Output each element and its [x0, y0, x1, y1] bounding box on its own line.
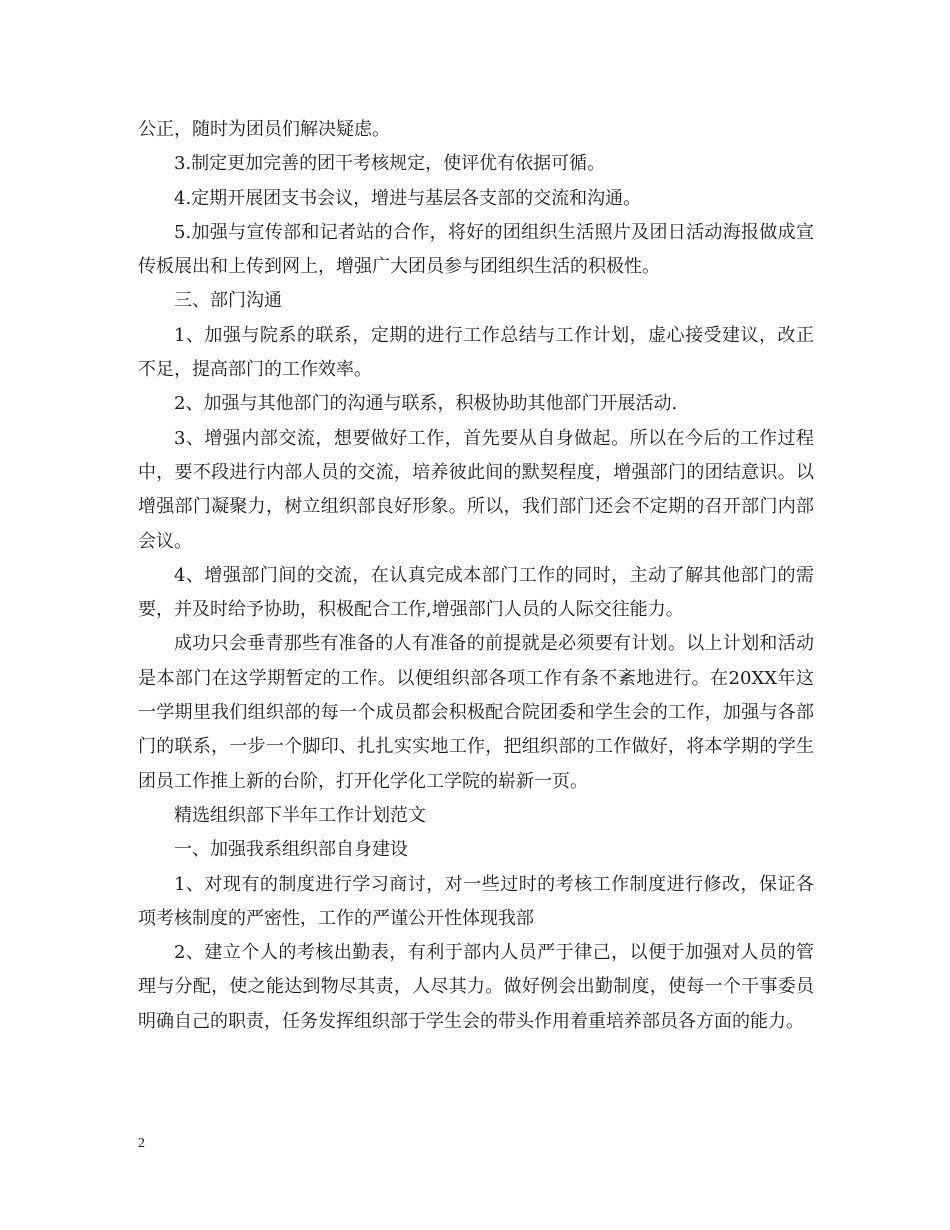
paragraph: 2、建立个人的考核出勤表，有利于部内人员严于律己，以便于加强对人员的管理与分配，使之能达到物尽其责，人尽其力。做好例会出勤制度，使每一个干事委员明确自己的职责，任务发挥组织部于学生会的带头作用着重培养部员各方面的能力。 — [138, 942, 814, 1032]
paragraph: 4、增强部门间的交流，在认真完成本部门工作的同时，主动了解其他部门的需要，并及时给予协助，积极配合工作,增强部门人员的人际交往能力。 — [138, 564, 814, 621]
section-heading: 一、加强我系组织部自身建设 — [174, 839, 408, 861]
paragraph: 5.加强与宣传部和记者站的合作，将好的团组织生活照片及团日活动海报做成宣传板展出和上传到网上，增强广大团员参与团组织生活的积极性。 — [138, 221, 814, 278]
paragraph: 1、对现有的制度进行学习商讨，对一些过时的考核工作制度进行修改，保证各项考核制度的严密性，工作的严谨公开性体现我部 — [138, 873, 814, 929]
paragraph: 4.定期开展团支书会议，增进与基层各支部的交流和沟通。 — [174, 187, 642, 209]
paragraph: 公正，随时为团员们解决疑虑。 — [138, 119, 390, 140]
paragraph: 成功只会垂青那些有准备的人有准备的前提就是必须要有计划。以上计划和活动是本部门在这学期暂定的工作。以便组织部各项工作有条不紊地进行。在20XX年这一学期里我们组织部的每一个成员都会积极配合院团委和学生会的工作，加强与各部门的联系，一步一个脚印、扎扎实实地工作，把组织部的工作做好，将本学期的学生团员工作推上新的台阶，打开化学化工学院的崭新一页。 — [138, 633, 814, 792]
document-body — [138, 113, 814, 1039]
section-heading: 三、部门沟通 — [174, 290, 282, 312]
article-title: 精选组织部下半年工作计划范文 — [174, 804, 426, 826]
paragraph: 2、加强与其他部门的沟通与联系，积极协助其他部门开展活动. — [174, 393, 678, 415]
page-number: 2 — [138, 1136, 145, 1151]
paragraph: 1、加强与院系的联系，定期的进行工作总结与工作计划，虚心接受建议，改正不足，提高部门的工作效率。 — [138, 324, 814, 381]
paragraph: 3、增强内部交流，想要做好工作，首先要从自身做起。所以在今后的工作过程中，要不段进行内部人员的交流，培养彼此间的默契程度，增强部门的团结意识。以增强部门凝聚力，树立组织部良好形象。所以，我们部门还会不定期的召开部门内部会议。 — [138, 427, 814, 552]
paragraph: 3.制定更加完善的团干考核规定，使评优有依据可循。 — [174, 153, 606, 175]
